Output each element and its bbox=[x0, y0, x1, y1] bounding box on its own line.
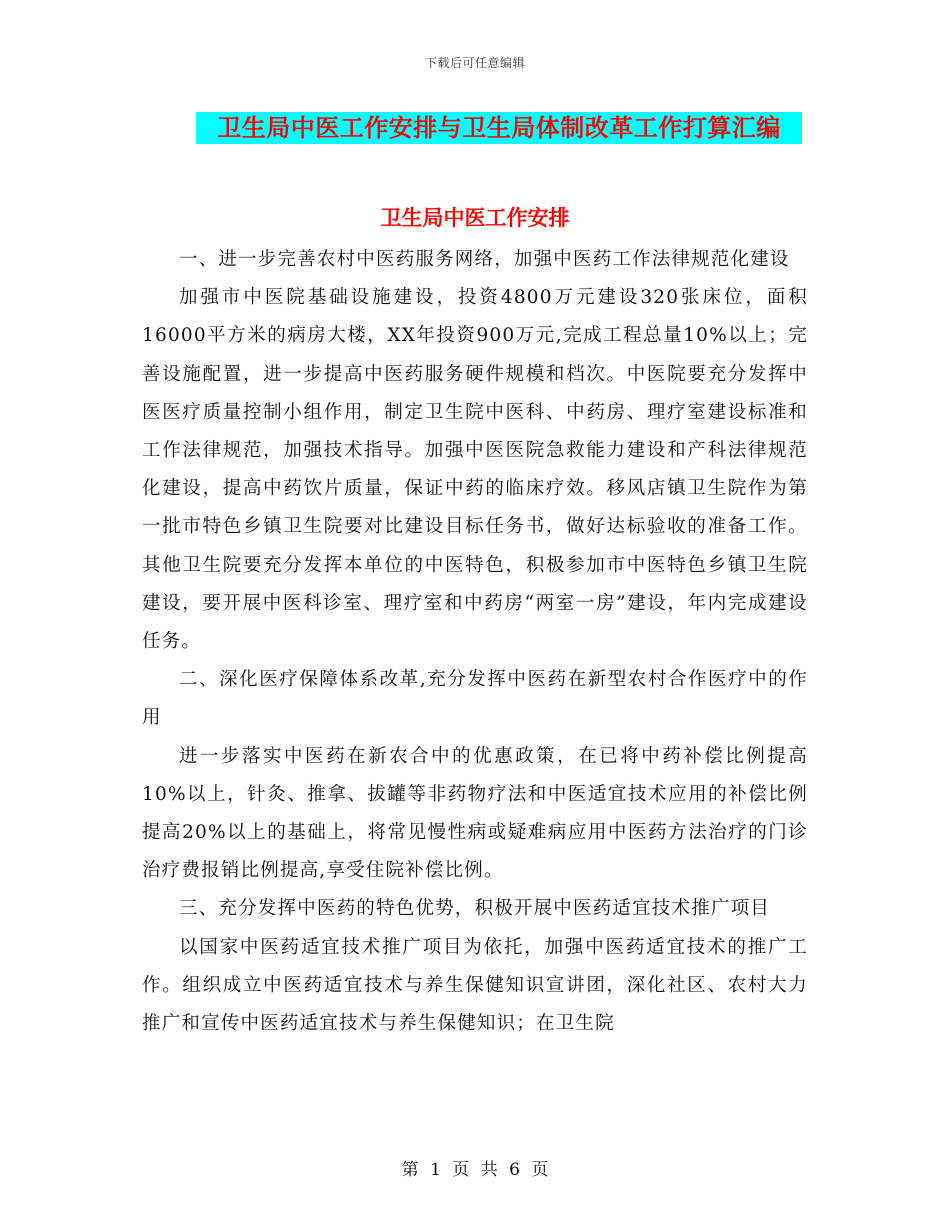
paragraph-heading-1: 一、进一步完善农村中医药服务网络，加强中医药工作法律规范化建设 bbox=[179, 249, 790, 270]
paragraph-heading-2: 二、深化医疗保障体系改革,充分发挥中医药在新型农村合作医疗中的作用 bbox=[142, 669, 808, 729]
document-body bbox=[142, 241, 808, 1043]
document-title: 卫生局中医工作安排与卫生局体制改革工作打算汇编 bbox=[196, 112, 802, 144]
paragraph-body-2: 进一步落实中医药在新农合中的优惠政策，在已将中药补偿比例提高10%以上，针灸、推拿、拔罐等非药物疗法和中医适宜技术应用的补偿比例提高20%以上的基础上，将常见慢性病或疑难病应用中医药方法治疗的门诊治疗费报销比例提高,享受住院补偿比例。 bbox=[142, 745, 808, 882]
paragraph-heading-3: 三、充分发挥中医药的特色优势，积极开展中医药适宜技术推广项目 bbox=[179, 898, 771, 920]
header-note: 下载后可任意编辑 bbox=[424, 56, 525, 70]
paragraph-body-1: 加强市中医院基础设施建设，投资4800万元建设320张床位，面积16000平方米的病房大楼，XX年投资900万元,完成工程总量10%以上；完善设施配置，进一步提高中医药服务硬件规模和档次。中医院要充分发挥中医医疗质量控制小组作用，制定卫生院中医科、中药房、理疗室建设标准和工作法律规范，加强技术指导。加强中医医院急救能力建设和产科法律规范化建设，提高中药饮片质量，保证中药的临床疗效。移风店镇卫生院作为第一批市特色乡镇卫生院要对比建设目标任务书，做好达标验收的准备工作。其他卫生院要充分发挥本单位的中医特色，积极参加市中医特色乡镇卫生院建设，要开展中医科诊室、理疗室和中药房“两室一房”建设，年内完成建设任务。 bbox=[142, 287, 808, 653]
paragraph-body-3: 以国家中医药适宜技术推广项目为依托，加强中医药适宜技术的推广工作。组织成立中医药适宜技术与养生保健知识宣讲团，深化社区、农村大力推广和宣传中医药适宜技术与养生保健知识；在卫生院 bbox=[142, 936, 808, 1035]
section-title: 卫生局中医工作安排 bbox=[380, 205, 570, 230]
page-number: 第 1 页 共 6 页 bbox=[401, 1160, 549, 1180]
